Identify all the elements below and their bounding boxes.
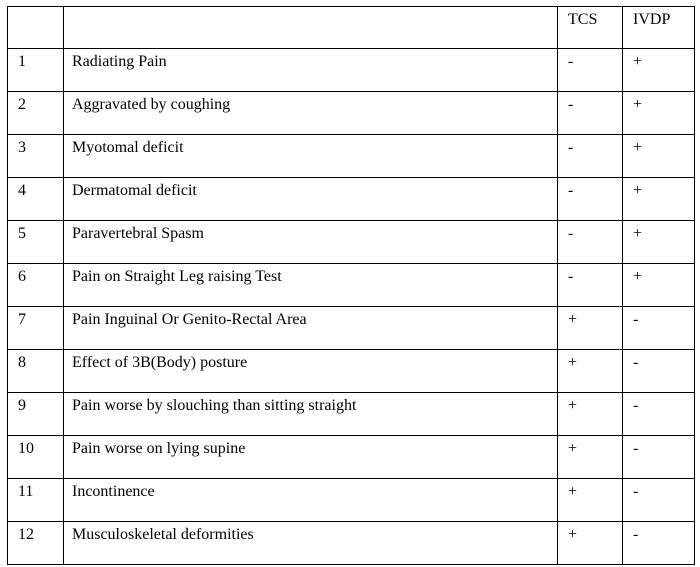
- cell-num: [8, 393, 64, 436]
- cell-ivdp-text: +: [633, 268, 643, 285]
- cell-tcs-text: +: [568, 311, 578, 328]
- cell-num: [8, 49, 64, 92]
- cell-description-text: Pain worse on lying supine: [72, 440, 246, 457]
- cell-tcs-text: +: [568, 440, 578, 457]
- cell-description-text: Effect of 3B(Body) posture: [72, 354, 248, 371]
- table-row: [8, 393, 695, 436]
- cell-description: [64, 135, 558, 178]
- table-row: [8, 49, 695, 92]
- cell-description-text: Incontinence: [72, 483, 155, 500]
- cell-tcs: [558, 307, 623, 350]
- cell-tcs: [558, 522, 623, 565]
- cell-num-text: 11: [18, 483, 34, 500]
- table-row: [8, 522, 695, 565]
- cell-tcs: [558, 264, 623, 307]
- cell-tcs-text: -: [568, 96, 574, 113]
- table-row: [8, 178, 695, 221]
- cell-ivdp-text: +: [633, 139, 643, 156]
- header-tcs-text: TCS: [568, 11, 598, 28]
- cell-num: [8, 264, 64, 307]
- cell-num: [8, 350, 64, 393]
- cell-tcs-text: -: [568, 225, 574, 242]
- cell-tcs-text: +: [568, 397, 578, 414]
- cell-description-text: Radiating Pain: [72, 53, 167, 70]
- table-row: [8, 92, 695, 135]
- cell-description-text: Aggravated by coughing: [72, 96, 231, 113]
- cell-ivdp: [623, 522, 695, 565]
- cell-description: [64, 350, 558, 393]
- cell-num: [8, 436, 64, 479]
- cell-ivdp-text: +: [633, 182, 643, 199]
- cell-description: [64, 479, 558, 522]
- cell-ivdp-text: -: [633, 311, 639, 328]
- cell-ivdp: [623, 307, 695, 350]
- cell-ivdp: [623, 49, 695, 92]
- header-description-text: [64, 7, 557, 10]
- cell-description: [64, 522, 558, 565]
- cell-ivdp-text: -: [633, 440, 639, 457]
- cell-description: [64, 178, 558, 221]
- table-row: [8, 436, 695, 479]
- cell-description-text: Pain worse by slouching than sitting straight: [72, 397, 357, 414]
- cell-num-text: 3: [18, 139, 26, 156]
- cell-ivdp-text: +: [633, 225, 643, 242]
- header-ivdp-text: IVDP: [633, 11, 671, 28]
- cell-num-text: 5: [18, 225, 26, 242]
- cell-description: [64, 92, 558, 135]
- cell-ivdp: [623, 350, 695, 393]
- cell-num: [8, 92, 64, 135]
- table-row: [8, 221, 695, 264]
- cell-description: [64, 393, 558, 436]
- cell-num-text: 9: [18, 397, 26, 414]
- cell-ivdp: [623, 135, 695, 178]
- cell-tcs: [558, 49, 623, 92]
- table-header-row: [8, 7, 695, 49]
- cell-ivdp-text: -: [633, 483, 639, 500]
- cell-ivdp: [623, 221, 695, 264]
- cell-ivdp-text: -: [633, 397, 639, 414]
- table-row: [8, 135, 695, 178]
- cell-ivdp: [623, 436, 695, 479]
- table-row: [8, 264, 695, 307]
- cell-ivdp: [623, 479, 695, 522]
- cell-tcs: [558, 178, 623, 221]
- cell-ivdp-text: +: [633, 96, 643, 113]
- table-row: [8, 479, 695, 522]
- cell-ivdp: [623, 178, 695, 221]
- cell-num-text: 8: [18, 354, 26, 371]
- cell-description-text: Pain Inguinal Or Genito-Rectal Area: [72, 311, 307, 328]
- cell-tcs: [558, 350, 623, 393]
- cell-num-text: 10: [18, 440, 34, 457]
- cell-tcs: [558, 221, 623, 264]
- cell-num: [8, 135, 64, 178]
- cell-ivdp-text: +: [633, 53, 643, 70]
- cell-num-text: 7: [18, 311, 26, 328]
- cell-ivdp: [623, 393, 695, 436]
- cell-description-text: Myotomal deficit: [72, 139, 184, 156]
- cell-num-text: 6: [18, 268, 26, 285]
- comparison-table: [7, 6, 695, 565]
- cell-description-text: Pain on Straight Leg raising Test: [72, 268, 282, 285]
- table-row: [8, 350, 695, 393]
- cell-description: [64, 436, 558, 479]
- header-cell-ivdp: [623, 7, 695, 49]
- cell-tcs: [558, 393, 623, 436]
- cell-ivdp-text: -: [633, 526, 639, 543]
- cell-description-text: Musculoskeletal deformities: [72, 526, 254, 543]
- cell-description: [64, 307, 558, 350]
- cell-tcs: [558, 92, 623, 135]
- cell-description: [64, 49, 558, 92]
- cell-tcs-text: -: [568, 268, 574, 285]
- cell-num: [8, 479, 64, 522]
- cell-tcs: [558, 135, 623, 178]
- cell-ivdp: [623, 264, 695, 307]
- cell-num: [8, 307, 64, 350]
- cell-num-text: 12: [18, 526, 34, 543]
- cell-description-text: Paravertebral Spasm: [72, 225, 204, 242]
- cell-description: [64, 221, 558, 264]
- header-cell-tcs: [558, 7, 623, 49]
- table-row: [8, 307, 695, 350]
- cell-tcs: [558, 436, 623, 479]
- cell-num: [8, 221, 64, 264]
- cell-description-text: Dermatomal deficit: [72, 182, 197, 199]
- cell-num-text: 4: [18, 182, 26, 199]
- header-cell-num: [8, 7, 64, 49]
- cell-tcs-text: +: [568, 526, 578, 543]
- cell-num: [8, 522, 64, 565]
- cell-tcs: [558, 479, 623, 522]
- cell-description: [64, 264, 558, 307]
- cell-num: [8, 178, 64, 221]
- cell-num-text: 2: [18, 96, 26, 113]
- cell-ivdp: [623, 92, 695, 135]
- header-num-text: [8, 7, 63, 10]
- cell-tcs-text: +: [568, 483, 578, 500]
- cell-tcs-text: -: [568, 53, 574, 70]
- cell-tcs-text: -: [568, 139, 574, 156]
- cell-tcs-text: +: [568, 354, 578, 371]
- cell-tcs-text: -: [568, 182, 574, 199]
- header-cell-description: [64, 7, 558, 49]
- cell-num-text: 1: [18, 53, 26, 70]
- cell-ivdp-text: -: [633, 354, 639, 371]
